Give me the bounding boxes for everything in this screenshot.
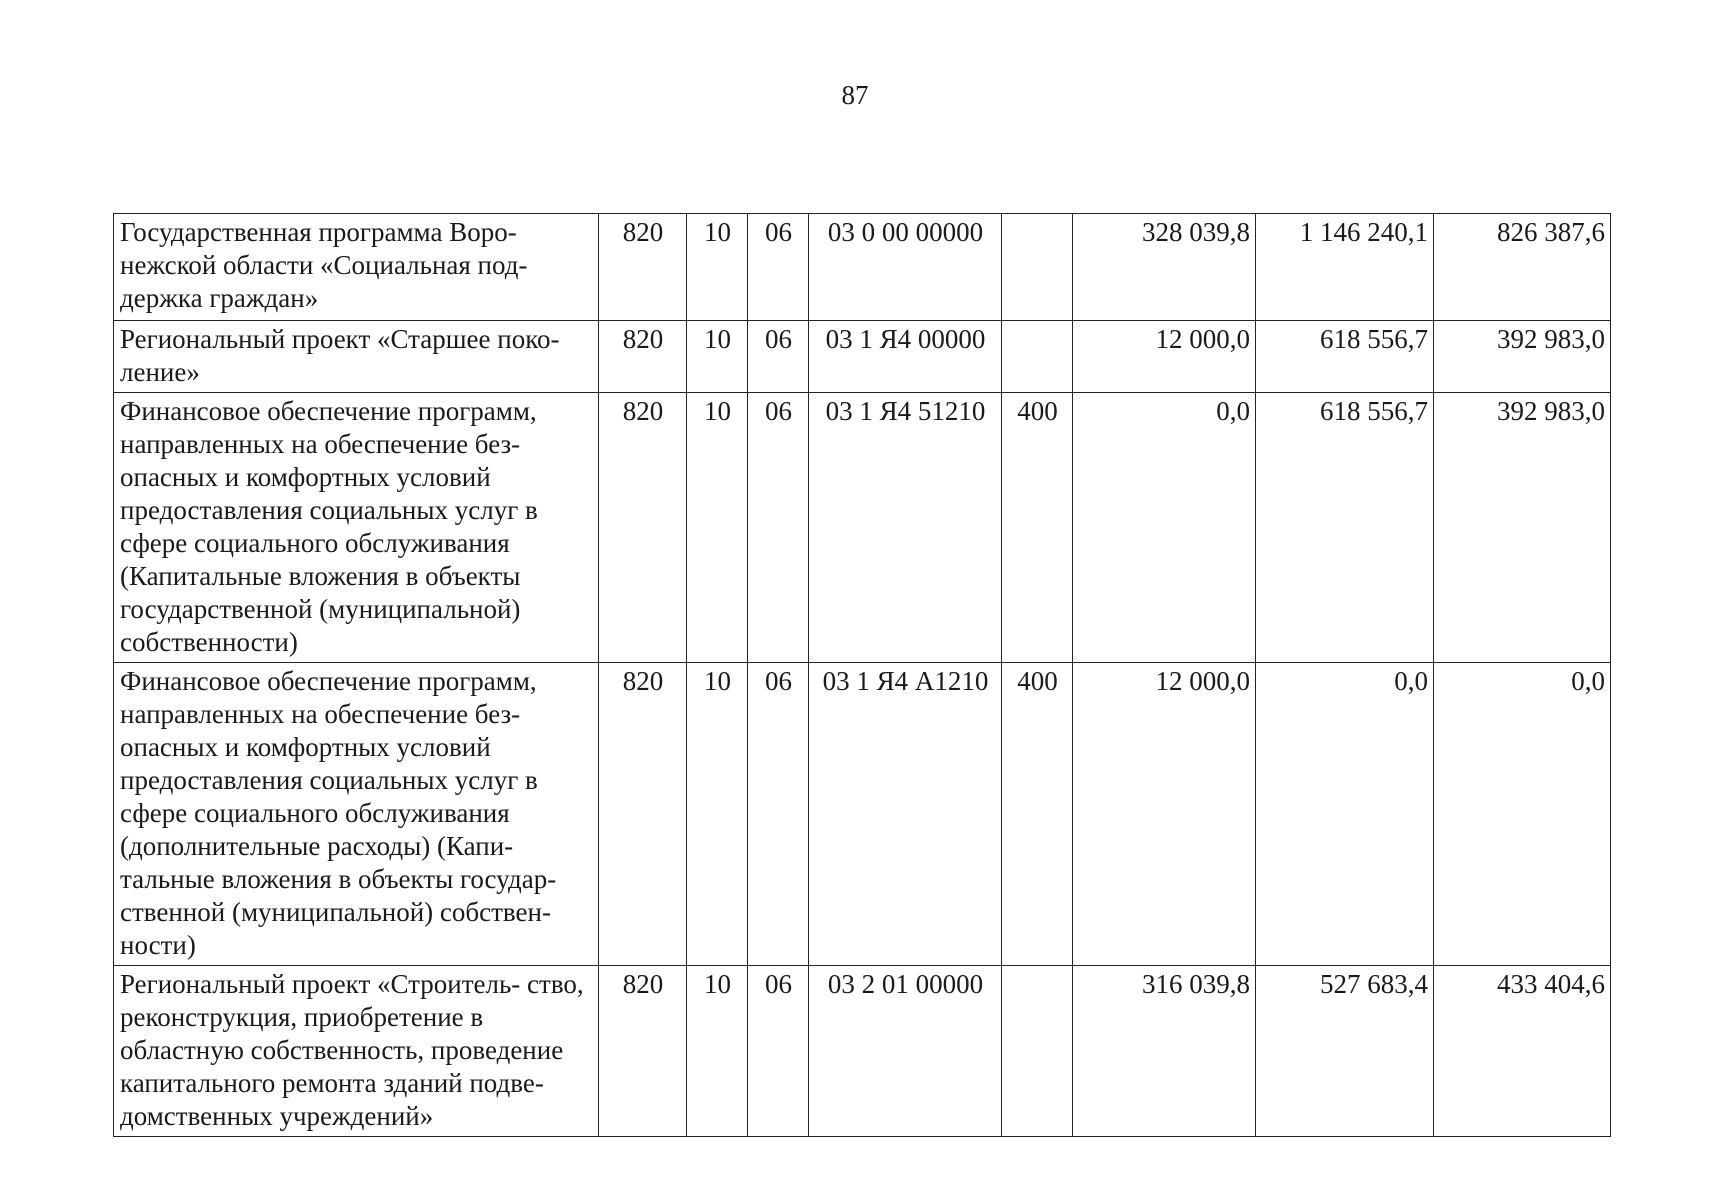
table-row — [114, 321, 1611, 393]
year2-amount-cell: 527 683,4 — [1256, 966, 1434, 1137]
grbs-cell: 820 — [599, 393, 687, 663]
section-cell: 10 — [687, 321, 748, 393]
year2-amount-cell: 618 556,7 — [1256, 321, 1434, 393]
section-cell: 10 — [687, 214, 748, 321]
expense-type-cell: 400 — [1002, 393, 1073, 663]
expense-type-cell: 400 — [1002, 663, 1073, 966]
grbs-cell: 820 — [599, 214, 687, 321]
budget-table — [113, 213, 1611, 1137]
subsection-cell: 06 — [748, 214, 809, 321]
row-name-cell: Государственная программа Воро- нежской области «Социальная под- держка граждан» — [114, 214, 599, 321]
target-article-cell: 03 1 Я4 51210 — [809, 393, 1002, 663]
section-cell: 10 — [687, 393, 748, 663]
section-cell: 10 — [687, 966, 748, 1137]
year1-amount-cell: 0,0 — [1073, 393, 1256, 663]
row-name-cell: Финансовое обеспечение программ, направленных на обеспечение без- опасных и комфортных условий предоставления социальных услуг в сфере социального обслуживания (дополнительные расходы) (Капи- тальные вложения в объекты государ- ственной (муниципальной) собствен- ности) — [114, 663, 599, 966]
page-number: 87 — [841, 80, 869, 110]
year2-amount-cell: 618 556,7 — [1256, 393, 1434, 663]
expense-type-cell — [1002, 214, 1073, 321]
year1-amount-cell: 12 000,0 — [1073, 321, 1256, 393]
row-name-cell: Региональный проект «Старшее поко- ление» — [114, 321, 599, 393]
target-article-cell: 03 1 Я4 00000 — [809, 321, 1002, 393]
expense-type-cell — [1002, 966, 1073, 1137]
table-row — [114, 966, 1611, 1137]
row-name-cell: Региональный проект «Строитель- ство, реконструкция, приобретение в областную собственность, проведение капитального ремонта зданий подве- домственных учреждений» — [114, 966, 599, 1137]
section-cell: 10 — [687, 663, 748, 966]
table-row — [114, 663, 1611, 966]
year3-amount-cell: 433 404,6 — [1434, 966, 1611, 1137]
year3-amount-cell: 0,0 — [1434, 663, 1611, 966]
year2-amount-cell: 1 146 240,1 — [1256, 214, 1434, 321]
subsection-cell: 06 — [748, 663, 809, 966]
year3-amount-cell: 826 387,6 — [1434, 214, 1611, 321]
year1-amount-cell: 328 039,8 — [1073, 214, 1256, 321]
year1-amount-cell: 316 039,8 — [1073, 966, 1256, 1137]
grbs-cell: 820 — [599, 966, 687, 1137]
target-article-cell: 03 2 01 00000 — [809, 966, 1002, 1137]
grbs-cell: 820 — [599, 663, 687, 966]
subsection-cell: 06 — [748, 393, 809, 663]
table-row — [114, 214, 1611, 321]
year3-amount-cell: 392 983,0 — [1434, 321, 1611, 393]
subsection-cell: 06 — [748, 966, 809, 1137]
year3-amount-cell: 392 983,0 — [1434, 393, 1611, 663]
subsection-cell: 06 — [748, 321, 809, 393]
expense-type-cell — [1002, 321, 1073, 393]
year2-amount-cell: 0,0 — [1256, 663, 1434, 966]
grbs-cell: 820 — [599, 321, 687, 393]
target-article-cell: 03 1 Я4 А1210 — [809, 663, 1002, 966]
target-article-cell: 03 0 00 00000 — [809, 214, 1002, 321]
year1-amount-cell: 12 000,0 — [1073, 663, 1256, 966]
row-name-cell: Финансовое обеспечение программ, направленных на обеспечение без- опасных и комфортных условий предоставления социальных услуг в сфере социального обслуживания (Капитальные вложения в объекты государственной (муниципальной) собственности) — [114, 393, 599, 663]
table-row — [114, 393, 1611, 663]
